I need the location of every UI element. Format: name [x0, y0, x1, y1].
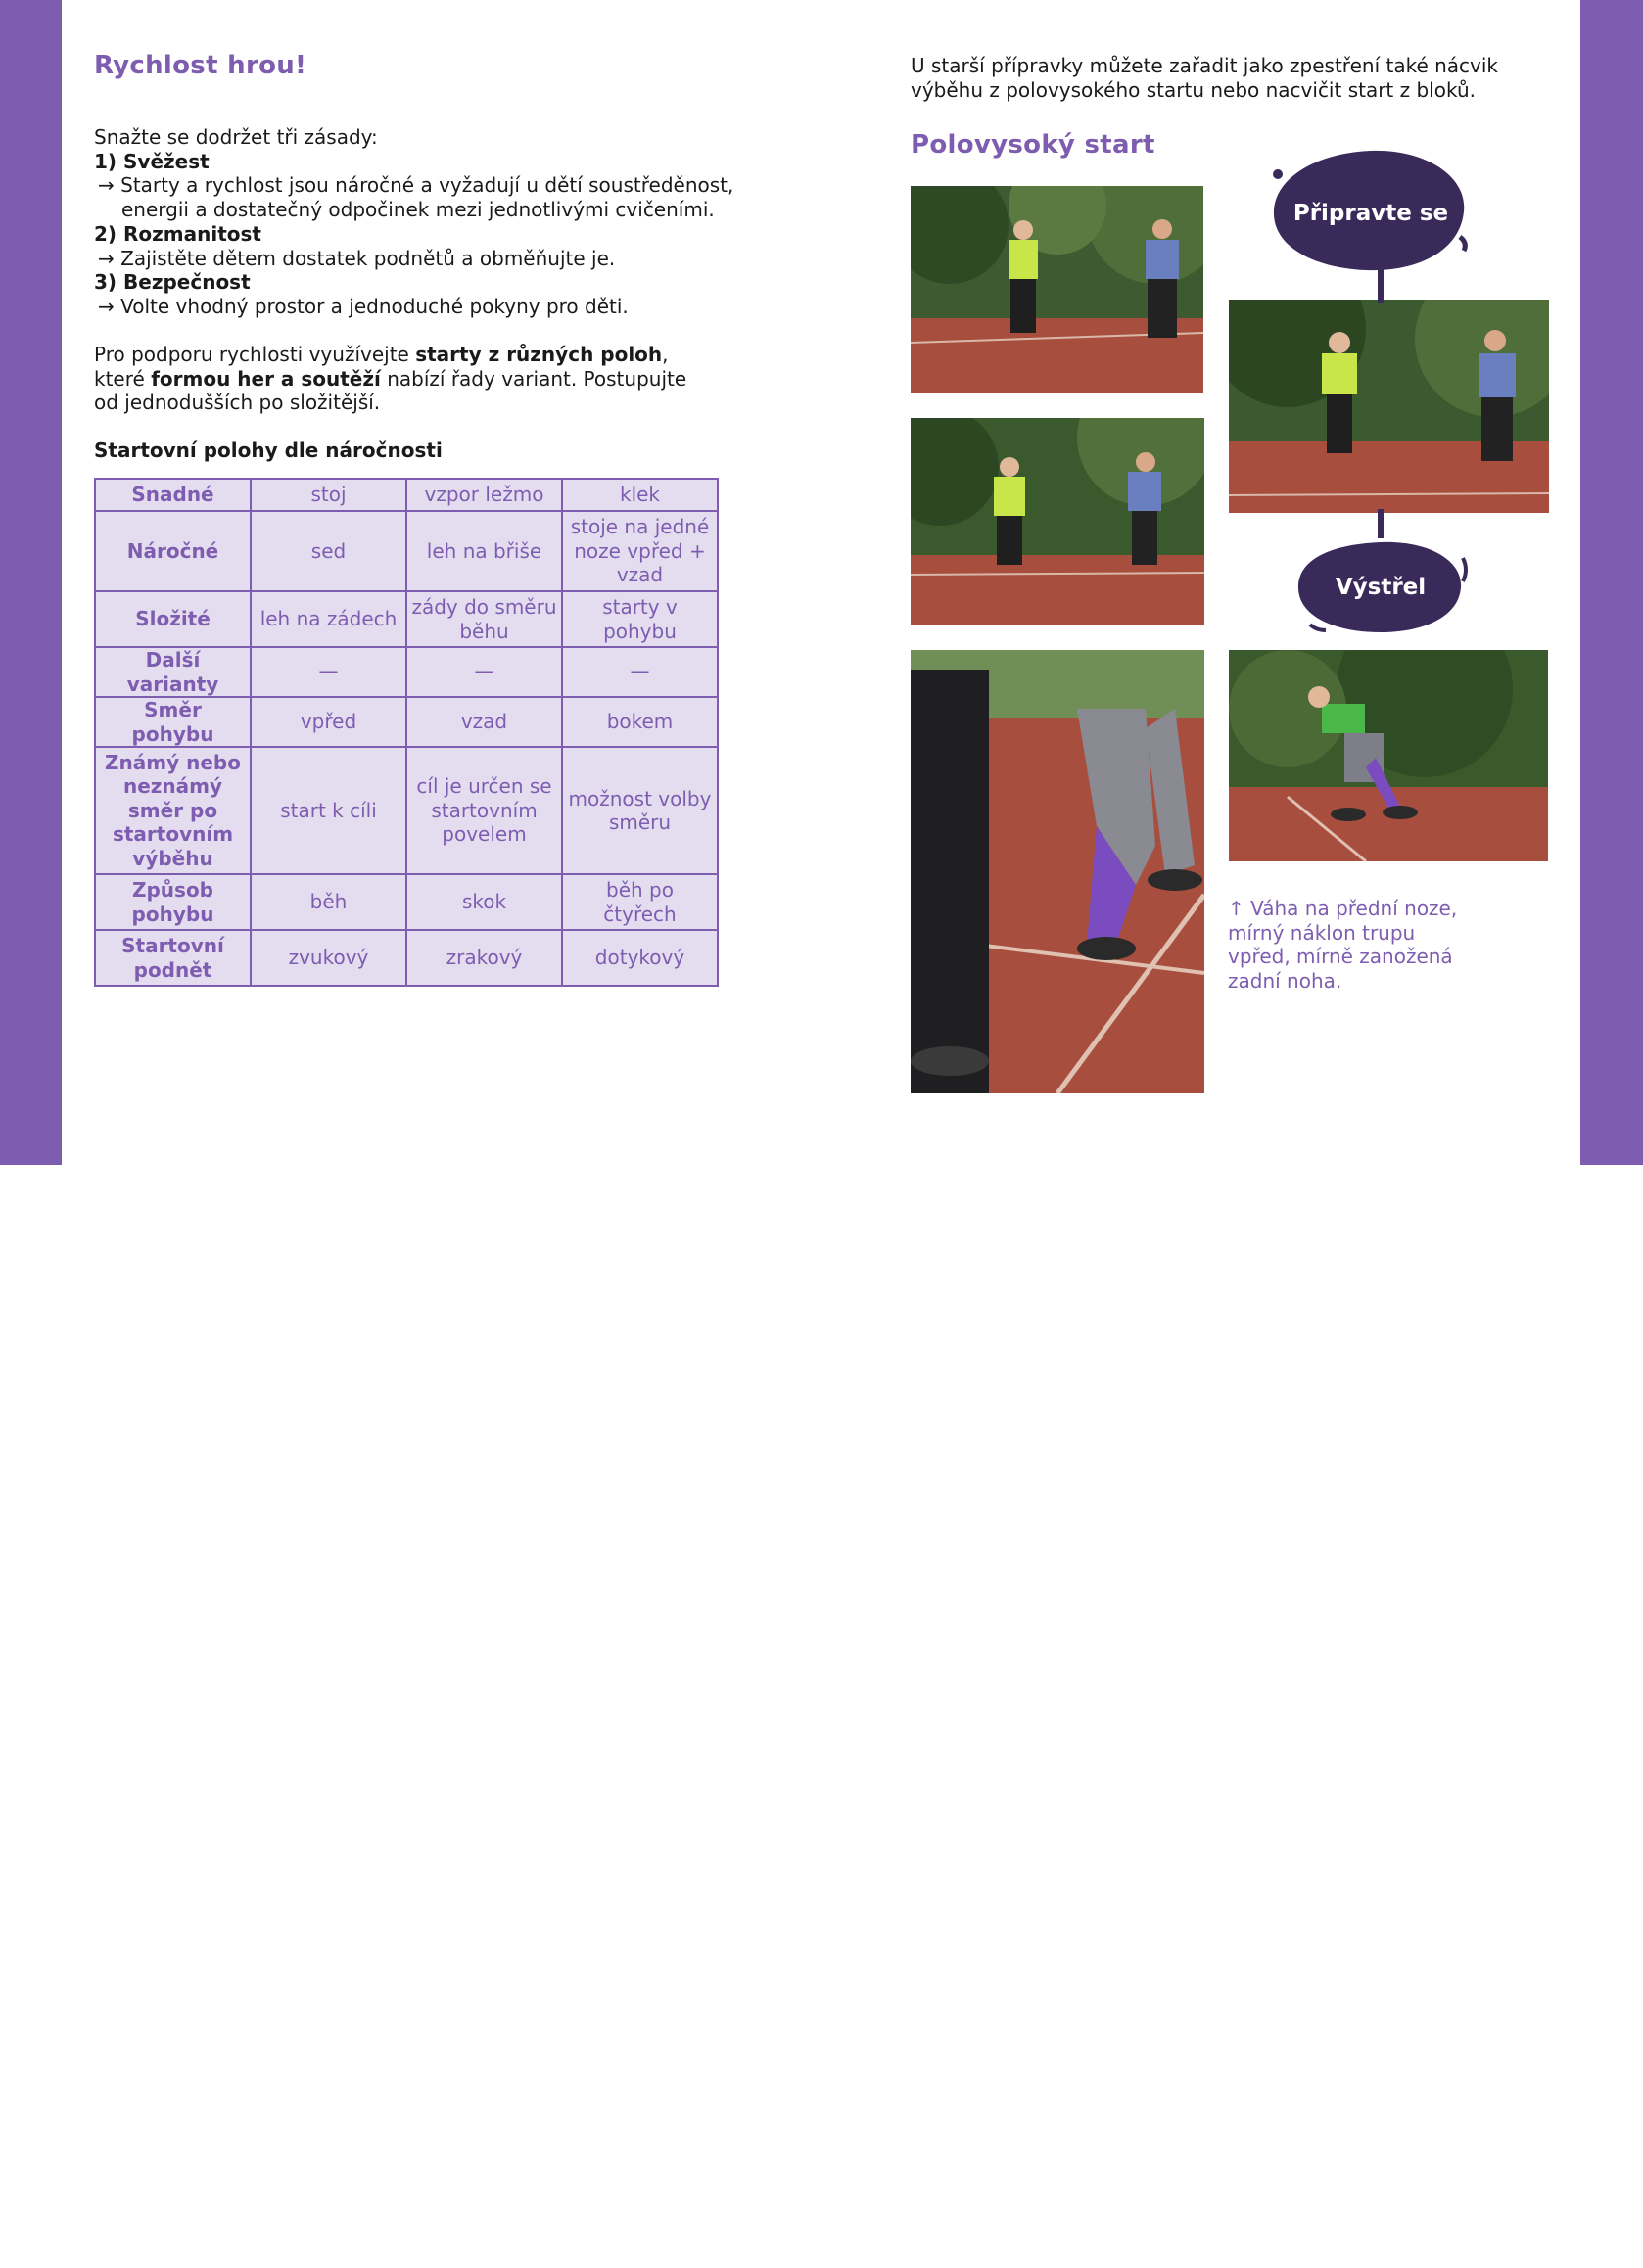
table-cell: —	[406, 647, 562, 697]
row-header: Startovní podnět	[95, 930, 251, 986]
photo-start-ready	[911, 186, 1203, 393]
chapter-label-left: _Běh	[19, 1817, 43, 1868]
principle-text-cont: energii a dostatečný odpočinek mezi jednotlivými cvičeními.	[121, 198, 715, 222]
table-cell: vzad	[406, 697, 562, 747]
principle-heading: 1) Svěžest	[94, 149, 210, 173]
table-row	[95, 511, 718, 591]
table-cell: —	[562, 647, 718, 697]
right-intro: U starší přípravky můžete zařadit jako zpestření také nácvik výběhu z polovysokého startu nebo nacvičit start z bloků.	[911, 54, 1499, 102]
table-row	[95, 747, 718, 874]
table-cell: leh na zádech	[251, 591, 406, 647]
principle-text: → Zajistěte dětem dostatek podnětů a obměňujte je.	[98, 246, 616, 270]
right-sidebar	[1580, 0, 1643, 2240]
table-cell: běh po čtyřech	[562, 874, 718, 930]
principle-heading: 2) Rozmanitost	[94, 221, 261, 246]
arrow-icon: →	[98, 173, 115, 198]
page-title-right: Polovysoký start	[911, 130, 1155, 160]
table-cell: skok	[406, 874, 562, 930]
table-row	[95, 874, 718, 930]
page-number-left: 18	[19, 2211, 43, 2241]
row-header: Náročné	[95, 511, 251, 591]
principle-heading: 3) Bezpečnost	[94, 270, 251, 295]
photo-start-side	[1229, 650, 1548, 861]
table-cell: vpřed	[251, 697, 406, 747]
table-cell: možnost volby směru	[562, 747, 718, 874]
left-sidebar	[0, 0, 62, 2241]
row-header: Směr pohybu	[95, 697, 251, 747]
table-cell: klek	[562, 479, 718, 511]
start-positions-table	[94, 478, 719, 987]
table-cell: vzpor ležmo	[406, 479, 562, 511]
topic-label-left: _Sprint a rychlost	[19, 1601, 43, 1782]
row-header: Způsob pohybu	[95, 874, 251, 930]
table-row	[95, 647, 718, 697]
table-cell: zvukový	[251, 930, 406, 986]
principle-text: → Starty a rychlost jsou náročné a vyžadují u dětí soustředěnost,	[98, 173, 734, 198]
row-header: Složité	[95, 591, 251, 647]
table-cell: leh na břiše	[406, 511, 562, 591]
table-cell: sed	[251, 511, 406, 591]
section-label-right: 2_ATLETICKÉ DOVEDNOSTI	[1600, 1901, 1623, 2178]
table-cell: —	[251, 647, 406, 697]
bubble-get-ready-label: Připravte se	[1292, 201, 1449, 226]
photo-sprint-out	[1229, 300, 1549, 513]
table-cell: bokem	[562, 697, 718, 747]
bubble-get-ready	[1268, 147, 1474, 280]
connector-line	[1378, 509, 1384, 538]
topic-label-right: _Polovysoký start	[1600, 1602, 1623, 1782]
table-cell: cíl je určen se startovním povelem	[406, 747, 562, 874]
left-sidebar-text	[0, 1103, 62, 2268]
principles-intro: Snažte se dodržet tři zásady:	[94, 125, 378, 149]
right-sidebar-text	[1580, 1102, 1643, 2267]
row-header: Známý nebo neznámý směr po startovním výběhu	[95, 747, 251, 874]
bubble-shot-label: Výstřel	[1335, 575, 1427, 600]
row-header: Další varianty	[95, 647, 251, 697]
speed-paragraph: Pro podporu rychlosti využívejte starty z různých poloh, které formou her a soutěží nabízí řady variant. Postupujte od jednodušších po složitější.	[94, 343, 687, 415]
table-cell: dotykový	[562, 930, 718, 986]
principle-text: → Volte vhodný prostor a jednoduché pokyny pro děti.	[98, 294, 629, 318]
table-cell: stoj	[251, 479, 406, 511]
row-header: Snadné	[95, 479, 251, 511]
table-title: Startovní polohy dle náročnosti	[94, 439, 443, 462]
photo-legs-closeup	[911, 650, 1204, 1093]
table-cell: start k cíli	[251, 747, 406, 874]
photo-caption: ↑ Váha na přední noze, mírný náklon trupu vpřed, mírně zanožená zadní noha.	[1228, 897, 1458, 993]
arrow-icon: →	[98, 294, 115, 318]
table-row	[95, 697, 718, 747]
table-row	[95, 591, 718, 647]
table-cell: zrakový	[406, 930, 562, 986]
bubble-shot	[1291, 538, 1471, 636]
table-row	[95, 479, 718, 511]
section-label-left: 2_ATLETICKÉ DOVEDNOSTI	[19, 1902, 43, 2179]
table-cell: běh	[251, 874, 406, 930]
page-title-left: Rychlost hrou!	[94, 51, 307, 80]
principles-block	[94, 125, 760, 319]
table-cell: starty v pohybu	[562, 591, 718, 647]
chapter-label-right: _Běh	[1600, 1816, 1623, 1867]
table-row	[95, 930, 718, 986]
photo-start-run	[911, 418, 1204, 625]
arrow-icon: →	[98, 246, 115, 270]
page-number-right: 19	[1600, 2210, 1623, 2240]
table-cell: zády do směru běhu	[406, 591, 562, 647]
table-cell: stoje na jedné noze vpřed + vzad	[562, 511, 718, 591]
